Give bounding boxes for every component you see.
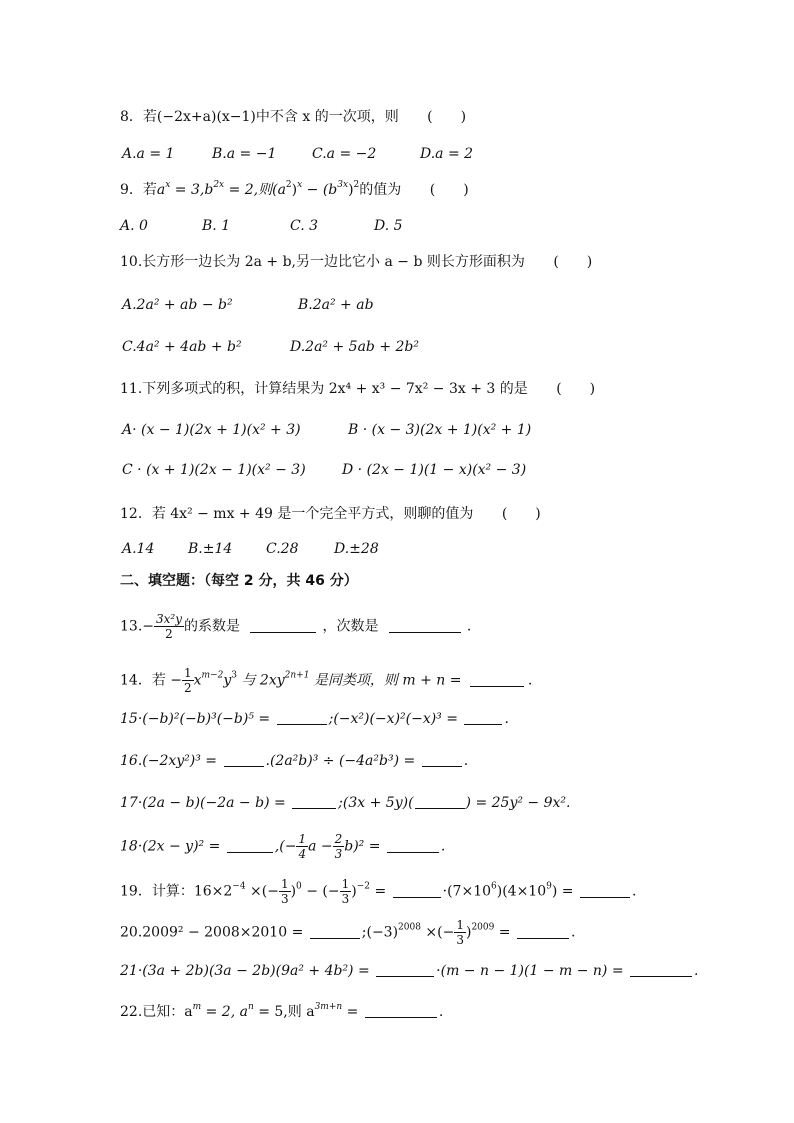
question-19-prefix: 19．计算：16×2 <box>120 883 233 900</box>
question-10-stem: 10.长方形一边长为 2a + b,另一边比它小 a − b 则长方形面积为 <box>120 254 525 270</box>
expr: ) <box>348 182 354 198</box>
question-15 <box>120 709 509 729</box>
exponent: 3x <box>337 180 349 190</box>
denominator: 3 <box>280 892 289 906</box>
exponent: 0 <box>296 881 302 892</box>
text: ; <box>328 711 334 727</box>
answer-blank[interactable] <box>470 672 524 687</box>
expr: )(4×10 <box>496 883 547 900</box>
fraction <box>182 666 194 695</box>
text: . <box>504 711 509 727</box>
expr: (3x + 5y)( <box>342 795 414 811</box>
question-12-stem: 12．若 4x² − mx + 49 是一个完全平方式，则聊的值为 <box>120 506 474 522</box>
text: ; <box>361 924 367 941</box>
option-a: A.14 <box>122 541 155 557</box>
question-8-stem: 8．若(−2x+a)(x−1)中不含 x 的一次项，则 <box>120 109 399 125</box>
expr: ) <box>351 883 357 900</box>
numerator: 1 <box>280 877 289 891</box>
question-13-prefix: 13.− <box>120 618 154 635</box>
text: , <box>274 838 280 855</box>
expr: 与 2xy <box>237 672 285 689</box>
expr: (−x²)(−x)²(−x)³ = <box>333 711 458 727</box>
expr: = <box>370 883 387 900</box>
option-d: D.2a² + 5ab + 2b² <box>290 339 420 355</box>
answer-paren: ( ) <box>429 182 469 198</box>
exponent: m−2 <box>201 670 224 681</box>
answer-blank[interactable] <box>310 924 360 939</box>
text: · <box>442 883 448 900</box>
denominator: 3 <box>456 933 464 947</box>
fraction <box>154 612 184 641</box>
option-a: A. 0 <box>120 218 148 234</box>
numerator: 1 <box>456 918 464 932</box>
question-9-prefix: 9．若 <box>120 182 157 198</box>
answer-blank[interactable] <box>250 618 316 633</box>
question-9-suffix: 的值为 <box>359 182 402 198</box>
expr: 20.2009² − 2008×2010 = <box>120 924 304 941</box>
expr: b)² = <box>344 838 381 855</box>
fraction <box>296 832 308 861</box>
answer-paren: ( ) <box>501 506 541 522</box>
fraction <box>454 918 466 947</box>
text: . <box>527 672 533 689</box>
expr: = 2,则(a <box>224 182 286 198</box>
question-16 <box>120 751 468 771</box>
question-11-stem: 11.下列多项式的积，计算结果为 2x⁴ + x³ − 7x² − 3x + 3 的是 <box>120 381 528 397</box>
expr: 21·(3a + 2b)(3a − 2b)(9a² + 4b²) = <box>120 963 370 979</box>
expr: ) = 25y² − 9x². <box>465 795 571 811</box>
question-10 <box>120 252 592 272</box>
fraction <box>279 877 291 906</box>
text: ; <box>338 795 343 811</box>
text: . <box>440 838 446 855</box>
option-c: C.4a² + 4ab + b² <box>122 339 242 355</box>
answer-blank[interactable] <box>422 752 462 767</box>
expr: y <box>223 672 232 689</box>
option-d: D.a = 2 <box>420 146 474 162</box>
option-b: B. 1 <box>202 218 231 234</box>
question-11 <box>120 379 595 399</box>
expr: ×(− <box>245 883 279 900</box>
question-12 <box>120 504 541 524</box>
question-19 <box>120 877 636 906</box>
numerator: 2 <box>334 832 343 846</box>
text: . <box>631 883 637 900</box>
exponent: 2 <box>353 180 360 190</box>
expr: a − <box>308 838 333 855</box>
expr: (7×10 <box>447 883 492 900</box>
expr: = <box>342 1004 359 1020</box>
expr: − (− <box>301 883 340 900</box>
option-d: D. 5 <box>374 218 403 234</box>
answer-blank[interactable] <box>517 924 569 939</box>
option-d: D.±28 <box>334 541 379 557</box>
answer-blank[interactable] <box>464 710 502 725</box>
expr: ×(− <box>420 924 455 941</box>
option-b: B.±14 <box>188 541 233 557</box>
answer-blank[interactable] <box>277 710 327 725</box>
exponent: 2008 <box>398 922 421 933</box>
numerator: 3x²y <box>156 612 182 626</box>
expr: x <box>193 672 202 689</box>
expr: ) <box>291 182 298 198</box>
exponent: −4 <box>232 881 246 892</box>
answer-blank[interactable] <box>292 794 336 809</box>
exponent: x <box>165 180 171 190</box>
exponent: n <box>247 1002 254 1012</box>
expr: 16.(−2xy²)³ = <box>120 753 218 769</box>
answer-blank[interactable] <box>227 838 273 853</box>
answer-paren: ( ) <box>553 254 593 270</box>
fraction <box>340 877 352 906</box>
expr: = 3,b <box>170 182 214 198</box>
answer-blank[interactable] <box>630 962 692 977</box>
question-13 <box>120 612 471 641</box>
question-18 <box>120 832 445 861</box>
option-c: C.28 <box>266 541 299 557</box>
option-c: C. 3 <box>290 218 319 234</box>
answer-blank[interactable] <box>389 618 461 633</box>
text: · <box>436 963 441 979</box>
exponent: 3 <box>231 670 238 681</box>
question-9 <box>120 180 469 200</box>
option-c: C · (x + 1)(2x − 1)(x² − 3) <box>122 462 306 478</box>
text: . <box>265 753 270 769</box>
exponent: 2 <box>285 180 292 190</box>
text: 的系数是 <box>184 618 240 635</box>
text: ，次数是 <box>322 618 379 635</box>
exponent: −2 <box>356 881 370 892</box>
exponent: 9 <box>546 881 552 892</box>
answer-blank[interactable] <box>376 962 434 977</box>
expr: 18·(2x − y)² = <box>120 838 221 855</box>
exponent: 6 <box>491 881 497 892</box>
exponent: 2009 <box>471 922 495 933</box>
answer-blank[interactable] <box>387 838 439 853</box>
exponent: 3m+n <box>314 1002 343 1012</box>
question-22-prefix: 22.已知：a <box>120 1004 193 1020</box>
question-14-prefix: 14．若 − <box>120 672 182 689</box>
question-14 <box>120 666 532 695</box>
option-a: A.2a² + ab − b² <box>122 297 233 313</box>
question-22 <box>120 1002 443 1022</box>
expr: (2a²b)³ ÷ (−4a²b³) = <box>269 753 416 769</box>
expr: = 2, a <box>201 1004 248 1020</box>
answer-blank[interactable] <box>393 883 441 898</box>
option-d: D · (2x − 1)(1 − x)(x² − 3) <box>342 462 527 478</box>
exponent: 2x <box>213 180 225 190</box>
text: . <box>570 924 576 941</box>
exponent: m <box>192 1002 202 1012</box>
exponent: x <box>297 180 303 190</box>
answer-blank[interactable] <box>365 1003 437 1018</box>
option-b: B · (x − 3)(2x + 1)(x² + 1) <box>348 422 532 438</box>
expr: = <box>494 924 511 941</box>
option-b: B.a = −1 <box>212 146 277 162</box>
expr: ) <box>290 883 297 900</box>
numerator: 1 <box>341 877 350 891</box>
expr: − (b <box>302 182 338 198</box>
option-c: C.a = −2 <box>312 146 377 162</box>
expr: = 5,则 a <box>253 1004 315 1020</box>
answer-blank[interactable] <box>580 883 630 898</box>
denominator: 2 <box>165 627 173 641</box>
denominator: 3 <box>341 892 350 906</box>
option-b: B.2a² + ab <box>298 297 374 313</box>
denominator: 3 <box>334 847 343 861</box>
expr: ) <box>465 924 472 941</box>
answer-paren: ( ) <box>427 109 467 125</box>
question-21 <box>120 961 698 981</box>
var-a: a <box>156 182 166 198</box>
question-8 <box>120 107 466 127</box>
expr: 15·(−b)²(−b)³(−b)⁵ = <box>120 711 271 727</box>
text: . <box>463 753 469 769</box>
text: . <box>694 963 699 979</box>
expr: (m − n − 1)(1 − m − n) = <box>440 963 624 979</box>
text: . <box>438 1004 444 1020</box>
exponent: 2n+1 <box>284 670 310 681</box>
expr: ) = <box>551 883 574 900</box>
answer-blank[interactable] <box>224 752 264 767</box>
expr: 是同类项，则 m + n = <box>309 672 462 689</box>
expr: 17·(2a − b)(−2a − b) = <box>120 795 286 811</box>
option-a: A.a = 1 <box>122 146 175 162</box>
fraction <box>333 832 345 861</box>
answer-paren: ( ) <box>556 381 596 397</box>
denominator: 4 <box>298 847 307 861</box>
expr: (− <box>279 838 297 855</box>
option-a: A· (x − 1)(2x + 1)(x² + 3) <box>122 422 301 438</box>
question-17 <box>120 793 570 813</box>
answer-blank[interactable] <box>415 794 465 809</box>
numerator: 1 <box>298 832 307 846</box>
section-heading-fill-in: 二、填空题：（每空 2 分，共 46 分） <box>120 573 358 589</box>
numerator: 1 <box>184 666 192 680</box>
denominator: 2 <box>184 681 192 695</box>
text: . <box>466 618 472 635</box>
expr: (−3) <box>366 924 399 941</box>
question-20 <box>120 918 575 947</box>
